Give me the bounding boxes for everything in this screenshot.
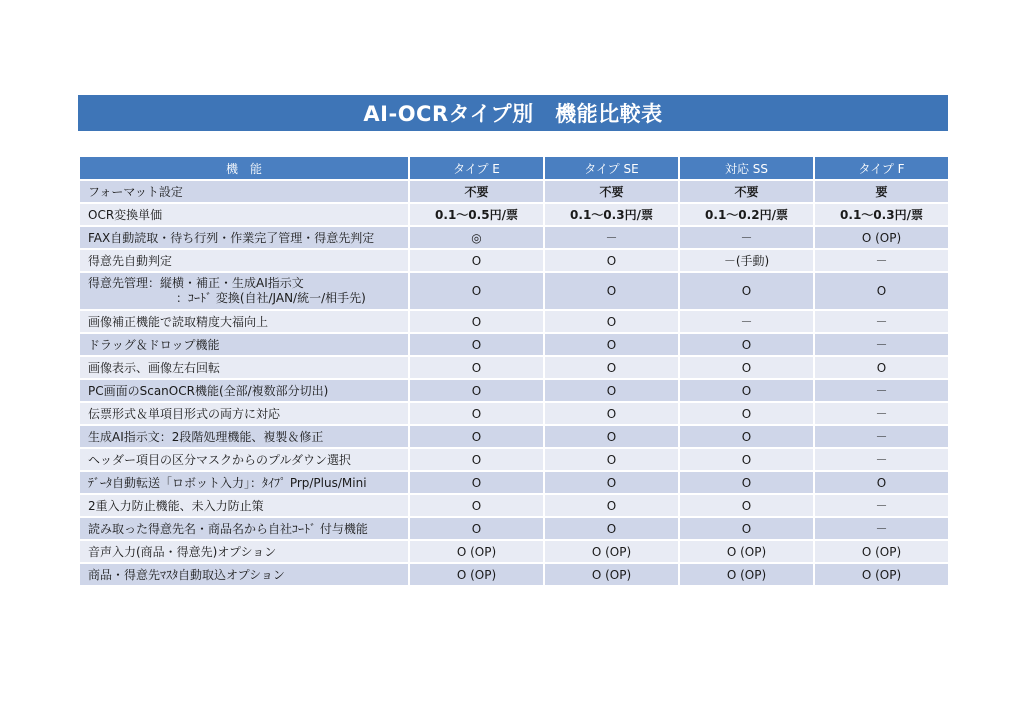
value-cell: O [679,425,814,448]
table-row [79,448,949,471]
value-cell: O (OP) [409,540,544,563]
value-cell: O [814,272,949,310]
value-cell: － [814,448,949,471]
value-cell: － [814,333,949,356]
table-row [79,517,949,540]
value-cell: O [409,471,544,494]
value-cell: 要 [814,180,949,203]
value-cell: O [679,471,814,494]
value-cell: O [544,494,679,517]
feature-cell: ﾃﾞｰﾀ自動転送「ロボット入力」：ﾀｲﾌﾟ Prp/Plus/Mini [79,471,409,494]
feature-cell: 画像表示、画像左右回転 [79,356,409,379]
value-cell: O [409,494,544,517]
value-cell: O [409,517,544,540]
table-row [79,563,949,586]
table-row [79,203,949,226]
feature-cell: 商品・得意先ﾏｽﾀ自動取込オプション [79,563,409,586]
header-type-f: タイプ F [814,156,949,180]
table-row [79,226,949,249]
value-cell: － [679,226,814,249]
feature-cell: 伝票形式＆単項目形式の両方に対応 [79,402,409,425]
table-row [79,494,949,517]
header-feature: 機 能 [79,156,409,180]
feature-cell: OCR変換単価 [79,203,409,226]
feature-cell: 2重入力防止機能、未入力防止策 [79,494,409,517]
feature-cell [79,272,409,310]
value-cell: O [544,448,679,471]
value-cell: － [814,379,949,402]
value-cell: O [544,471,679,494]
value-cell: O (OP) [679,563,814,586]
value-cell: O [679,356,814,379]
feature-line-1: 得意先管理：縦横・補正・生成AI指示文 [88,276,304,290]
value-cell: 0.1～0.3円/票 [544,203,679,226]
table-row [79,249,949,272]
value-cell: O [544,310,679,333]
value-cell: O [544,402,679,425]
value-cell: － [544,226,679,249]
value-cell: O [544,333,679,356]
feature-cell: PC画面のScanOCR機能(全部/複数部分切出) [79,379,409,402]
value-cell: － [814,494,949,517]
feature-line-2: ：ｺｰﾄﾞ 変換(自社/JAN/統一/相手先) [176,291,366,305]
table-row [79,402,949,425]
value-cell: O [409,333,544,356]
table-row [79,333,949,356]
table-row [79,425,949,448]
feature-cell: 画像補正機能で読取精度大福向上 [79,310,409,333]
value-cell: O [409,249,544,272]
feature-cell: 生成AI指示文：2段階処理機能、複製＆修正 [79,425,409,448]
value-cell: O [544,356,679,379]
value-cell: O (OP) [409,563,544,586]
value-cell: O [814,471,949,494]
value-cell: O [544,249,679,272]
value-cell: O [814,356,949,379]
value-cell: － [814,425,949,448]
page-title: AI-OCRタイプ別 機能比較表 [363,102,663,126]
value-cell: 不要 [679,180,814,203]
value-cell: － [814,402,949,425]
value-cell: － [679,310,814,333]
value-cell: O [409,402,544,425]
value-cell: O [679,517,814,540]
value-cell: O [679,494,814,517]
value-cell: O (OP) [544,563,679,586]
value-cell: 0.1～0.5円/票 [409,203,544,226]
table-row [79,540,949,563]
value-cell: O [679,402,814,425]
value-cell: O [409,425,544,448]
value-cell: O [679,448,814,471]
value-cell: O (OP) [814,540,949,563]
value-cell: －(手動) [679,249,814,272]
feature-cell: 得意先自動判定 [79,249,409,272]
value-cell: O [544,425,679,448]
value-cell: － [814,310,949,333]
comparison-table [78,155,950,587]
value-cell: O (OP) [679,540,814,563]
header-type-e: タイプ E [409,156,544,180]
value-cell: O (OP) [814,226,949,249]
table-row [79,379,949,402]
value-cell: O (OP) [814,563,949,586]
value-cell: 不要 [544,180,679,203]
value-cell: O [679,333,814,356]
value-cell: O [409,272,544,310]
table-row [79,310,949,333]
value-cell: O [679,272,814,310]
value-cell: O [409,310,544,333]
feature-cell: 読み取った得意先名・商品名から自社ｺｰﾄﾞ 付与機能 [79,517,409,540]
table-row [79,356,949,379]
value-cell: ◎ [409,226,544,249]
feature-cell: ドラッグ＆ドロップ機能 [79,333,409,356]
value-cell: 不要 [409,180,544,203]
table-row [79,471,949,494]
feature-cell: FAX自動読取・待ち行列・作業完了管理・得意先判定 [79,226,409,249]
value-cell: O [544,379,679,402]
value-cell: O (OP) [544,540,679,563]
table-row [79,180,949,203]
value-cell: O [544,517,679,540]
title-banner [78,95,948,131]
feature-cell: フォーマット設定 [79,180,409,203]
value-cell: － [814,249,949,272]
value-cell: O [544,272,679,310]
header-type-ss: 対応 SS [679,156,814,180]
value-cell: 0.1～0.2円/票 [679,203,814,226]
header-type-se: タイプ SE [544,156,679,180]
feature-cell: 音声入力(商品・得意先)オプション [79,540,409,563]
value-cell: － [814,517,949,540]
table-header-row [79,156,949,180]
value-cell: O [409,356,544,379]
table-row [79,272,949,310]
value-cell: 0.1～0.3円/票 [814,203,949,226]
value-cell: O [409,448,544,471]
value-cell: O [409,379,544,402]
value-cell: O [679,379,814,402]
feature-cell: ヘッダー項目の区分マスクからのプルダウン選択 [79,448,409,471]
